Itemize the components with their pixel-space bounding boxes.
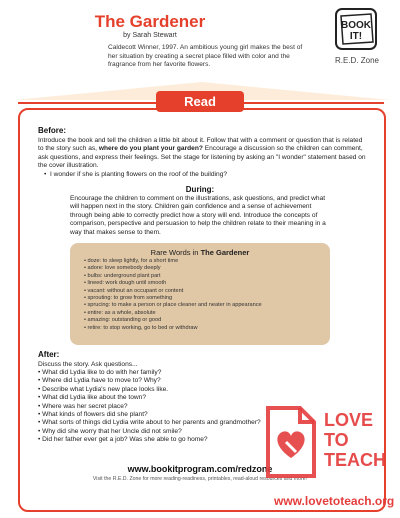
after-question-item: • What sorts of things did Lydia write about to her parents and grandmother? (38, 419, 261, 427)
read-section-label: Read (156, 91, 244, 112)
after-question-item: • Why did she worry that her Uncle did not smile? (38, 427, 182, 435)
book-description: Caldecott Winner, 1997. An ambitious young girl makes the best of her situation by creating a secret place filled with color and the fragrance from her favorite flowers. (108, 44, 303, 69)
logo-line1: BOOK (341, 20, 371, 31)
rare-word-item: • sprucing: to make a person or place cleaner and neater in appearance (84, 302, 262, 309)
after-question-item: • Where was her secret place? (38, 402, 128, 410)
love-to-teach-wordmark: LOVE TO TEACH (324, 410, 386, 470)
rare-word-item: • lineed: work dough until smooth (84, 280, 167, 287)
rare-word-item: • entire: as a whole, absolute (84, 309, 156, 316)
love-to-teach-url[interactable]: www.lovetoteach.org (274, 494, 395, 508)
after-question-item: • Where did Lydia have to move to? Why? (38, 377, 161, 385)
after-question-item: • What kinds of flowers did she plant? (38, 411, 148, 419)
after-question-item: • What did Lydia like about the town? (38, 394, 146, 402)
rare-word-item: • doze: to sleep lightly, for a short time (84, 258, 179, 264)
logo-line2: IT! (349, 31, 363, 42)
before-heading: Before: (38, 126, 67, 135)
before-bullet: • I wonder if she is planting flowers on the roof of the building? (44, 171, 228, 178)
after-intro: Discuss the story. Ask questions... (38, 361, 138, 368)
after-heading: After: (38, 350, 60, 359)
after-question-item: • Did her father ever get a job? Was she able to go home? (38, 436, 208, 444)
before-question: where do you plant your garden? (98, 145, 203, 153)
rare-word-item: • amazing: outstanding or good (84, 317, 162, 324)
red-zone-label: R.E.D. Zone (334, 56, 379, 65)
rare-words-list (84, 258, 324, 332)
after-question-item: • Describe what Lydia's new place looks like. (38, 385, 169, 393)
book-title: The Gardener (94, 12, 206, 31)
after-question-item: • What did Lydia like to do with her family? (38, 369, 162, 376)
book-it-logo (333, 6, 379, 52)
during-text: Encourage the children to comment on the illustrations, ask questions, and predict what will happen next in the story. Children gain confidence and a sense of achievement through being able to correctly predict how a story will end. Introduce the concepts of comparison, perspective and persuasion to help the children relate to their meaning in a way that makes sense to them. (70, 195, 326, 236)
rare-word-item: • bulbs: underground plant part (84, 272, 161, 279)
love-to-teach-icon (262, 404, 320, 480)
book-author: by Sarah Stewart (123, 32, 177, 39)
footer-note: Visit the R.E.D. Zone for more reading-readiness, printables, read-aloud resources and more! (92, 476, 308, 482)
during-heading: During: (185, 185, 215, 194)
website-link[interactable]: www.bookitprogram.com/redzone (127, 464, 273, 474)
rare-words-title: Rare Words in The Gardener (150, 248, 250, 257)
rare-word-item: • sprouting: to grow from something (84, 295, 173, 302)
rare-word-item: • adore: love somebody deeply (84, 265, 161, 272)
rare-word-item: • vacant: without an occupant or content (84, 287, 184, 294)
rare-word-item: • retire: to stop working, go to bed or withdraw (84, 324, 198, 331)
before-text: Introduce the book and tell the children a little bit about it. Follow that with a comment or question that is related to the story such as, where do you plant your garden? Encourage a discussion so the children can comment, ask questions, and express their feelings. Set the stage for listening by asking an "I wonder" statement based on the cover illustration. (38, 137, 366, 170)
